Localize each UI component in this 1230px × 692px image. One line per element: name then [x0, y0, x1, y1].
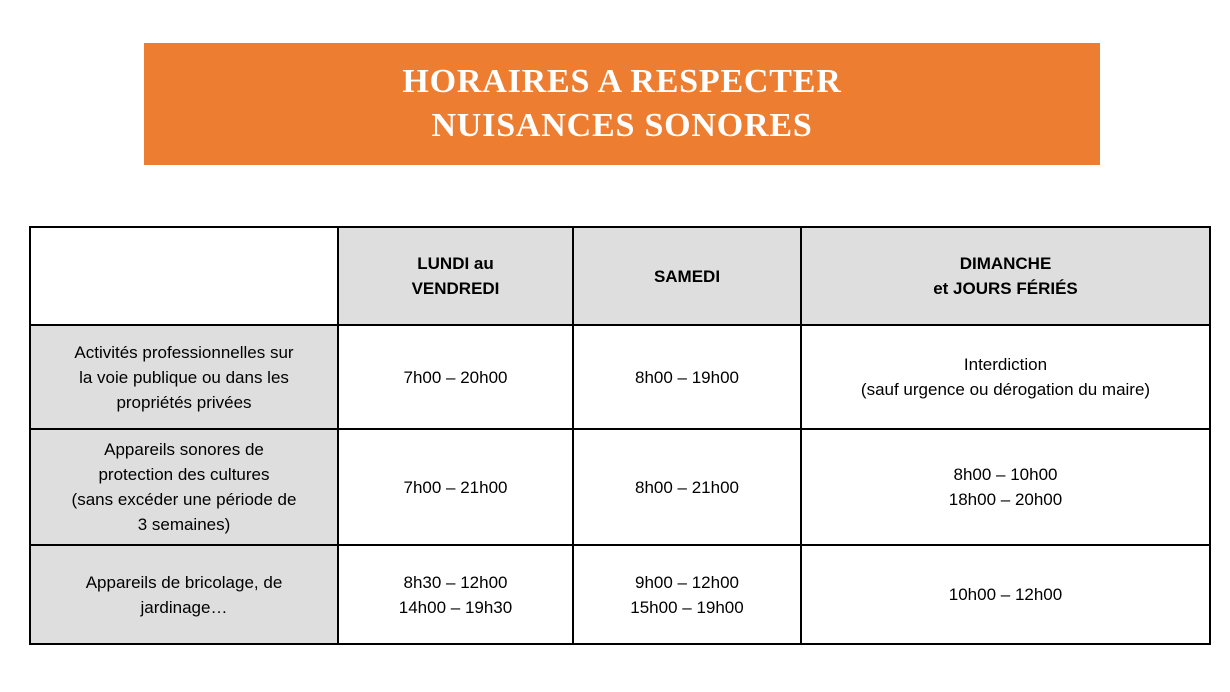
row-3-activity-label [30, 545, 338, 644]
table-row [30, 429, 1210, 545]
row-1-saturday-line-1: 8h00 – 19h00 [635, 367, 739, 387]
row-3-saturday-line-1: 9h00 – 12h00 [635, 572, 739, 592]
table-header-row [30, 227, 1210, 325]
header-cell-blank [30, 227, 338, 325]
row-2-label-line-4: 3 semaines) [137, 515, 231, 534]
row-3-label-line-2: jardinage… [140, 597, 228, 617]
row-3-sunday-value [801, 545, 1210, 644]
row-3-weekdays-line-2: 14h00 – 19h30 [398, 597, 513, 617]
row-1-label-line-2: la voie publique ou dans les [79, 367, 289, 387]
row-1-weekdays-line-1: 7h00 – 20h00 [403, 367, 508, 387]
row-2-label-line-1: Appareils sonores de [104, 440, 264, 459]
row-3-saturday-line-2: 15h00 – 19h00 [630, 597, 744, 617]
row-2-label-line-2: protection des cultures [98, 465, 270, 484]
banner-title-line-2: NUISANCES SONORES [431, 107, 813, 144]
header-cell-sunday [801, 227, 1210, 325]
row-1-activity-label [30, 325, 338, 429]
row-1-label-line-3: propriétés privées [116, 392, 252, 412]
row-2-label-line-3: (sans excéder une période de [71, 490, 297, 509]
row-2-weekdays-line-1: 7h00 – 21h00 [403, 477, 508, 497]
row-3-label-line-1: Appareils de bricolage, de [85, 572, 283, 592]
header-sunday-line-1: DIMANCHE [959, 254, 1052, 273]
header-weekdays-line-1: LUNDI au [417, 254, 494, 273]
row-1-sunday-line-2: (sauf urgence ou dérogation du maire) [860, 380, 1151, 399]
row-2-sunday-value [801, 429, 1210, 545]
row-1-label-line-1: Activités professionnelles sur [74, 342, 294, 362]
row-2-sunday-line-1: 8h00 – 10h00 [953, 465, 1058, 484]
row-3-weekdays-line-1: 8h30 – 12h00 [403, 572, 508, 592]
row-2-saturday-value [573, 429, 801, 545]
header-sunday-line-2: et JOURS FÉRIÉS [933, 279, 1078, 298]
row-1-weekdays-value [338, 325, 573, 429]
row-2-weekdays-value [338, 429, 573, 545]
row-3-saturday-value [573, 545, 801, 644]
table-row [30, 325, 1210, 429]
header-weekdays-line-2: VENDREDI [411, 279, 500, 298]
header-saturday-line-1: SAMEDI [653, 266, 721, 286]
row-2-saturday-line-1: 8h00 – 21h00 [635, 477, 739, 497]
header-cell-weekdays [338, 227, 573, 325]
row-1-sunday-line-1: Interdiction [963, 355, 1048, 374]
row-3-weekdays-value [338, 545, 573, 644]
row-2-activity-label [30, 429, 338, 545]
row-1-sunday-value [801, 325, 1210, 429]
banner-title-line-1: HORAIRES A RESPECTER [402, 63, 842, 100]
table-row [30, 545, 1210, 644]
header-cell-saturday [573, 227, 801, 325]
row-3-sunday-line-1: 10h00 – 12h00 [948, 585, 1063, 604]
noise-schedule-table [29, 226, 1211, 645]
row-2-sunday-line-2: 18h00 – 20h00 [948, 490, 1063, 509]
title-banner [144, 43, 1100, 165]
row-1-saturday-value [573, 325, 801, 429]
